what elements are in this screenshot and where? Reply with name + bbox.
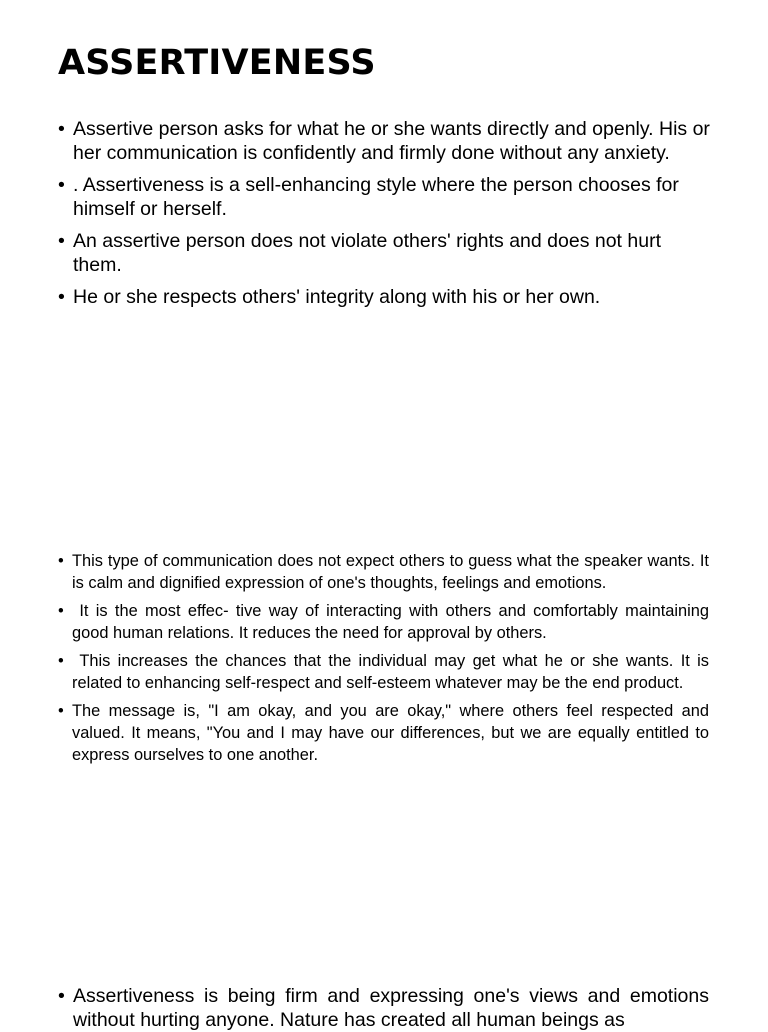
- list-item: [58, 229, 713, 277]
- list-item-text: . Assertiveness is a sell-enhancing style where the person chooses for himself or herself.: [73, 174, 679, 220]
- list-item: [58, 173, 713, 221]
- list-item-text: He or she respects others' integrity along with his or her own.: [73, 286, 601, 308]
- list-item: [58, 550, 709, 594]
- bullet-list-details: [58, 550, 714, 772]
- list-item-text: This type of communication does not expect others to guess what the speaker wants. It is calm and dignified expression of one's thoughts, feelings and emotions.: [72, 552, 709, 592]
- bullet-icon: •: [58, 702, 64, 720]
- list-item: [58, 600, 714, 644]
- list-item-text: It is the most effec- tive way of interacting with others and comfortably maintaining good human relations. It reduces the need for approval by others.: [72, 602, 714, 642]
- bullet-icon: •: [58, 652, 64, 670]
- bullet-icon: •: [58, 552, 64, 570]
- bullet-icon: •: [58, 230, 65, 252]
- list-item: [58, 117, 713, 165]
- list-item: [58, 984, 709, 1032]
- bullet-list-intro: [58, 117, 713, 317]
- bullet-list-summary: [58, 984, 709, 1032]
- list-item: [58, 700, 709, 766]
- bullet-icon: •: [58, 985, 65, 1007]
- page-title: ASSERTIVENESS: [58, 43, 376, 83]
- list-item-text: The message is, "I am okay, and you are okay," where others feel respected and valued. It means, "You and I may have our differences, but we are equally entitled to express ourselves to one another.: [72, 702, 709, 764]
- bullet-icon: •: [58, 286, 65, 308]
- list-item-text: An assertive person does not violate others' rights and does not hurt them.: [73, 230, 661, 276]
- list-item: [58, 650, 714, 694]
- list-item-text: Assertive person asks for what he or she wants directly and openly. His or her communication is confidently and firmly done without any anxiety.: [73, 118, 710, 164]
- bullet-icon: •: [58, 118, 65, 140]
- bullet-icon: •: [58, 602, 64, 620]
- list-item-text: Assertiveness is being firm and expressing one's views and emotions without hurting anyone. Nature has created all human beings as: [73, 985, 709, 1031]
- bullet-icon: •: [58, 174, 65, 196]
- list-item: [58, 285, 713, 309]
- list-item-text: This increases the chances that the individual may get what he or she wants. It is related to enhancing self-respect and self-esteem whatever may be the end product.: [72, 652, 714, 692]
